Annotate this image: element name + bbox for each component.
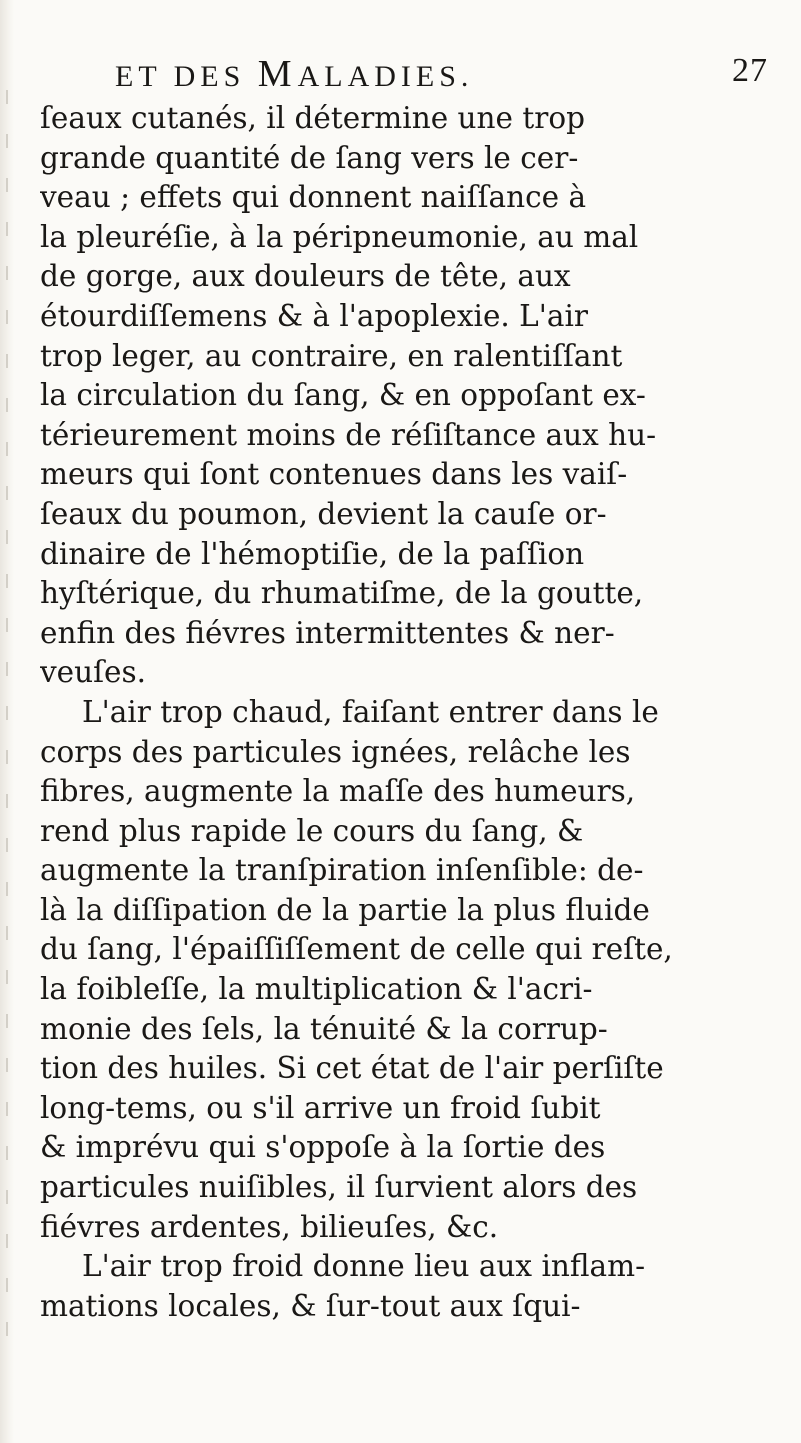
text-line: monie des ſels, la ténuité & la corrup- [40,1011,608,1046]
text-line: tion des huiles. Si cet état de l'air perſiſte [40,1051,664,1086]
text-line: du ſang, l'épaiſſiſſement de celle qui reſte, [40,932,673,967]
text-line: dinaire de l'hémoptiſie, de la paſſion [40,536,585,571]
text-line: mations locales, & ſur-tout aux ſqui- [40,1288,581,1323]
text-line: rend plus rapide le cours du ſang, & [40,813,584,848]
paragraph-start-line: L'air trop froid donne lieu aux inflam- [82,1249,646,1284]
text-line: ſeaux cutanés, il détermine une trop [40,101,585,135]
binding-edge [6,90,8,1340]
text-line: grande quantité de ſang vers le cer- [40,140,579,175]
text-line: étourdiſſemens & à l'apoplexie. L'air [40,298,588,333]
text-line: long-tems, ou s'il arrive un froid ſubit [40,1090,601,1125]
running-head [40,48,768,94]
text-line: la foibleſſe, la multiplication & l'acri- [40,972,593,1007]
running-head-title [115,52,473,96]
text-line: ſeaux du poumon, devient la cauſe or- [40,496,607,531]
text-line: meurs qui ſont contenues dans les vaiſ- [40,457,628,492]
text-line: térieurement moins de réſiſtance aux hu- [40,417,657,452]
text-line: & imprévu qui s'oppoſe à la ſortie des [40,1130,606,1165]
text-line: trop leger, au contraire, en ralentiſſant [40,338,623,373]
text-line: veau ; effets qui donnent naiſſance à [40,180,587,215]
text-line: enfin des fiévres intermittentes & ner- [40,615,615,650]
text-line: la circulation du ſang, & en oppoſant ex- [40,378,646,413]
page-gutter-shadow [0,0,14,1443]
text-line: fibres, augmente la maſſe des humeurs, [40,774,636,809]
running-head-initial: M [257,53,298,95]
text-line: particules nuiſibles, il ſurvient alors des [40,1170,638,1205]
running-head-prefix: ET DES [115,60,258,93]
text-line: augmente la tranſpiration inſenſible: de- [40,853,644,888]
text-line: de gorge, aux douleurs de tête, aux [40,259,571,294]
text-line: hyſtérique, du rhumatiſme, de la goutte, [40,576,644,611]
paragraph-start-line: L'air trop chaud, faiſant entrer dans le [82,694,659,729]
text-line: fiévres ardentes, bilieuſes, &c. [40,1209,499,1244]
page-number: 27 [732,52,768,89]
text-line: là la diſſipation de la partie la plus fluide [40,892,650,927]
text-line: veuſes. [40,655,147,690]
text-line: corps des particules ignées, relâche les [40,734,631,769]
text-line: la pleuréſie, à la péripneumonie, au mal [40,219,639,254]
body-text [40,99,768,1326]
book-page [40,48,768,1323]
running-head-rest: ALADIES. [297,60,474,93]
